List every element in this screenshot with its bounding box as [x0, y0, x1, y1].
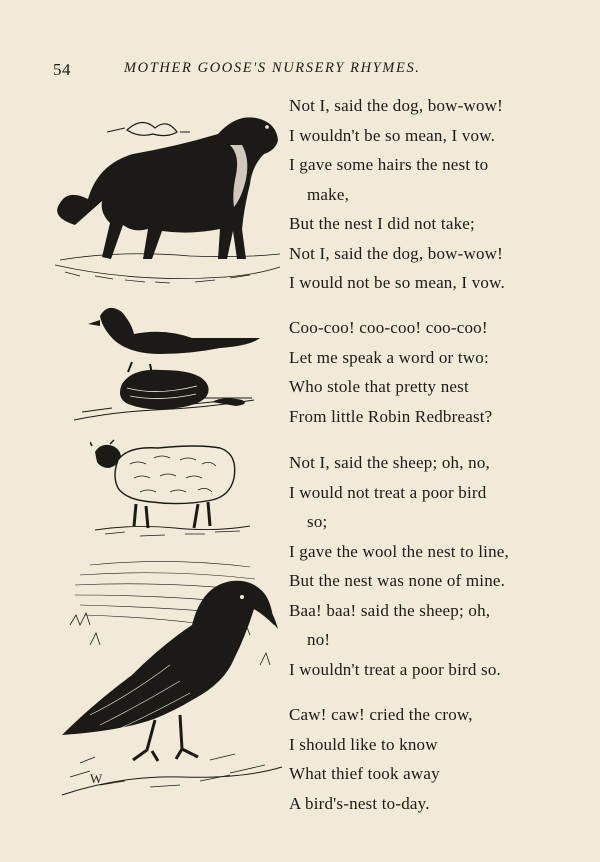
- verse-line: A bird's-nest to-day.: [289, 793, 430, 813]
- verse-line: Not I, said the dog, bow-wow!: [289, 96, 504, 115]
- verse-line: I should like to know: [289, 734, 438, 754]
- stanza-crow: [289, 700, 579, 818]
- verse-line: Caw! caw! cried the crow,: [289, 705, 473, 724]
- verse-line: Let me speak a word or two:: [289, 347, 489, 367]
- stanza-dog: [289, 91, 579, 298]
- verse-line: Baa! baa! said the sheep; oh,: [289, 600, 491, 620]
- verse-line: I wouldn't treat a poor bird so.: [289, 659, 502, 679]
- verse-line: I would not treat a poor bird: [289, 482, 487, 502]
- verse-line: no!: [307, 630, 331, 649]
- verse-line: What thief took away: [289, 764, 440, 783]
- stanza-dove: [289, 313, 579, 431]
- crow-illustration: [60, 555, 285, 805]
- verse-line: I gave the wool the nest to line,: [289, 541, 509, 561]
- verse-line: I would not be so mean, I vow.: [289, 273, 505, 292]
- verse-line: Not I, said the sheep; oh, no,: [289, 453, 490, 472]
- verse-line: so;: [307, 512, 328, 531]
- verse-line: Not I, said the dog, bow-wow!: [289, 243, 504, 263]
- dove-on-nest-illustration: [72, 298, 267, 433]
- verse-line: Coo-coo! coo-coo! coo-coo!: [289, 318, 488, 337]
- sheep-illustration: [90, 438, 255, 543]
- dog-illustration: [55, 100, 285, 295]
- verse-line: But the nest I did not take;: [289, 214, 475, 233]
- verse-line: I wouldn't be so mean, I vow.: [289, 125, 496, 145]
- page-number: 54: [53, 60, 71, 79]
- stanza-sheep: [289, 448, 579, 684]
- verse-line: make,: [307, 184, 350, 204]
- running-head: MOTHER GOOSE'S NURSERY RHYMES.: [124, 60, 421, 76]
- verse-line: I gave some hairs the nest to: [289, 155, 489, 174]
- verse-line: Who stole that pretty nest: [289, 377, 469, 396]
- svg-text:W: W: [90, 771, 103, 786]
- verse-line: But the nest was none of mine.: [289, 571, 506, 590]
- verse-line: From little Robin Redbreast?: [289, 406, 493, 426]
